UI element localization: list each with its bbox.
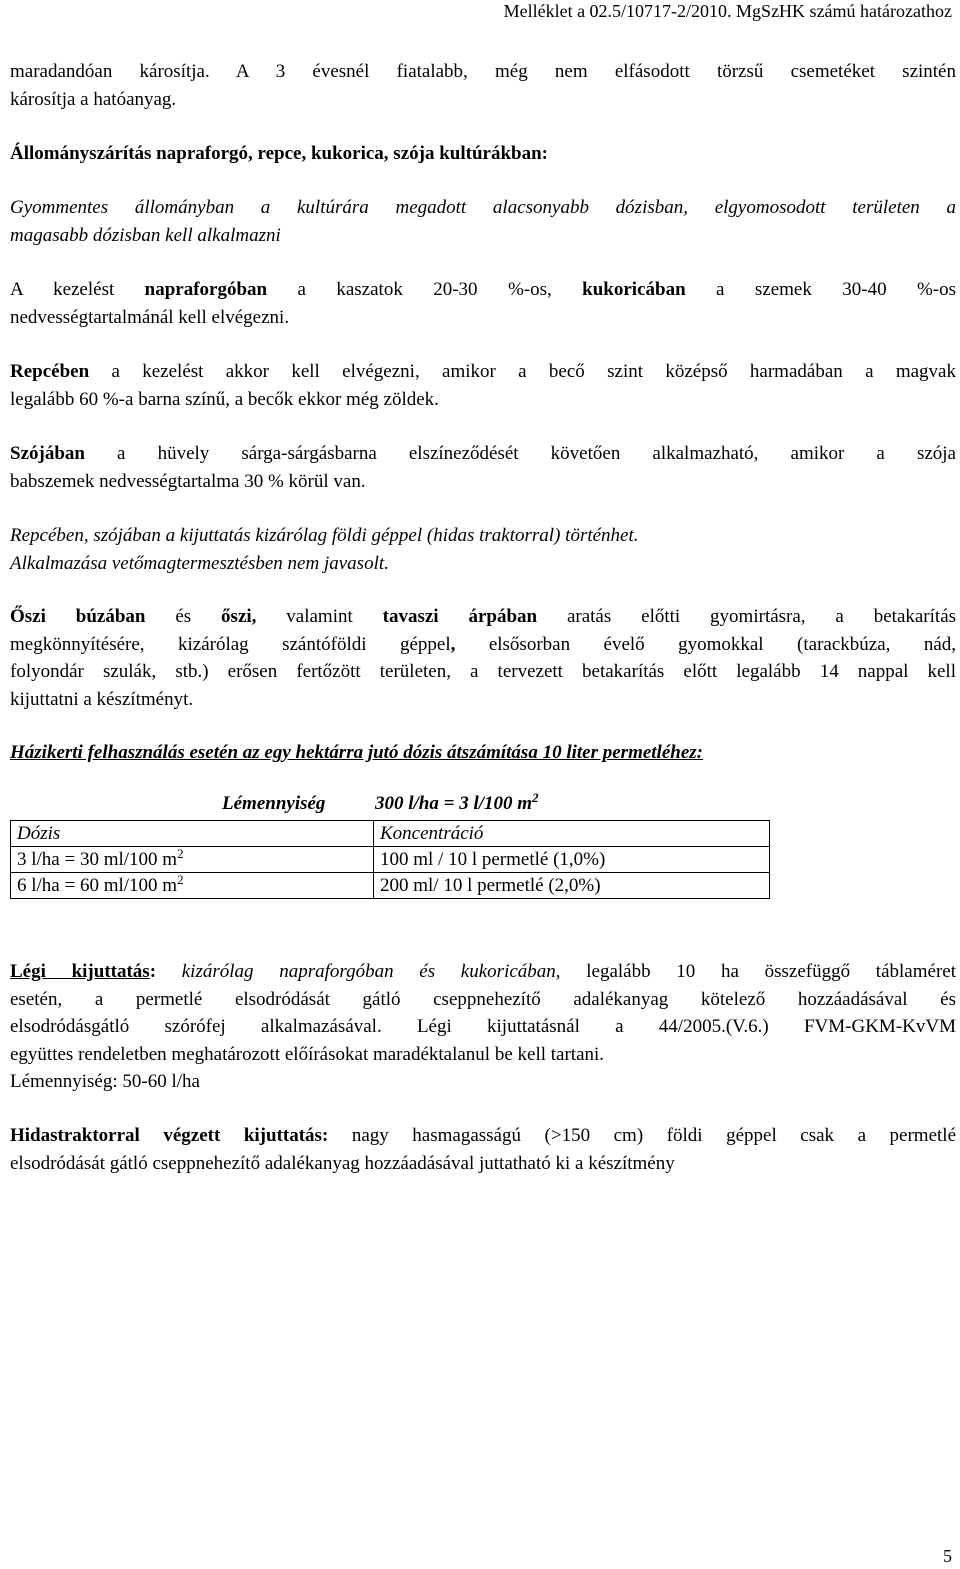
cereal-line-1: Őszi búzában és őszi, valamint tavaszi árpában aratás előtti gyomirtásra, a betakarítás xyxy=(10,606,957,627)
tractor-paragraph xyxy=(10,1122,956,1177)
dose-table xyxy=(10,820,770,899)
aerial-line-5: Lémennyiség: 50-60 l/ha xyxy=(10,1071,200,1092)
cereal-line-4: kijuttatni a készítményt. xyxy=(10,688,194,710)
dose-head-value: 300 l/ha = 3 l/100 $m^2$ xyxy=(375,790,539,814)
tractor-line-1: Hidastraktorral végzett kijuttatás: nagy hasmagasságú (>150 cm) földi géppel csak a permetlé xyxy=(10,1125,956,1146)
dose-head-label: Lémennyiség xyxy=(222,793,326,814)
cereal-line-2: megkönnyítésére, kizárólag szántóföldi géppel, elsősorban évelő gyomokkal (tarackbúza, nád, xyxy=(10,633,956,655)
weedfree-line-1: Gyommentes állományban a kultúrára megadott alacsonyabb dózisban, elgyomosodott területen a xyxy=(10,197,956,218)
section-title: Állományszárítás napraforgó, repce, kukorica, szója kultúrákban: xyxy=(10,143,548,164)
page-header: Melléklet a 02.5/10717-2/2010. MgSzHK számú határozathoz xyxy=(503,1,952,21)
aerial-line-4: együttes rendeletben meghatározott előírásokat maradéktalanul be kell tartani. xyxy=(10,1043,605,1065)
cereal-paragraph xyxy=(10,603,956,713)
table-row: 6 l/ha = 60 ml/100 $m^2$ 200 ml/ 10 l permetlé (2,0%) xyxy=(11,873,770,899)
treatment-line-2: nedvességtartalmánál kell elvégezni. xyxy=(10,306,290,328)
dose-table-head xyxy=(222,790,539,815)
home-use-title: Házikerti felhasználás esetén az egy hektárra jutó dózis átszámítása 10 liter permetléhez: xyxy=(10,742,703,763)
ground-note xyxy=(10,522,956,577)
soy-paragraph xyxy=(10,440,956,495)
intro-paragraph xyxy=(10,58,956,113)
aerial-line-3: elsodródásgátló szórófej alkalmazásával. Légi kijuttatásnál a 44/2005.(V.6.) FVM-GKM-KvVM xyxy=(10,1016,956,1037)
soy-line-2: babszemek nedvességtartalma 30 % körül van. xyxy=(10,470,366,492)
tractor-line-2: elsodródását gátló cseppnehezítő adalékanyag hozzáadásával juttatható ki a készítmény xyxy=(10,1152,675,1174)
weedfree-line-2: magasabb dózisban kell alkalmazni xyxy=(10,224,281,246)
aerial-paragraph xyxy=(10,958,956,1096)
ground-note-line-1: Repcében, szójában a kijuttatás kizárólag földi géppel (hidas traktorral) történhet. xyxy=(10,525,639,546)
rapeseed-line-2: legalább 60 %-a barna színű, a becők ekkor még zöldek. xyxy=(10,388,439,410)
treatment-paragraph xyxy=(10,276,956,331)
table-header-row xyxy=(11,821,770,847)
aerial-line-2: esetén, a permetlé elsodródását gátló cseppnehezítő adalékanyag kötelező hozzáadásával és xyxy=(10,988,956,1010)
cereal-line-3: folyondár szulák, stb.) erősen fertőzött területen, a tervezett betakarítás előtt legalább 14 nappal kell xyxy=(10,661,956,682)
dose-col-header: Dózis xyxy=(11,821,374,847)
intro-line-1: maradandóan károsítja. A 3 évesnél fiatalabb, még nem elfásodott törzsű csemetéket szintén xyxy=(10,61,956,82)
page-number: 5 xyxy=(943,1546,952,1566)
conc-col-header: Koncentráció xyxy=(374,821,770,847)
ground-note-line-2: Alkalmazása vetőmagtermesztésben nem javasolt. xyxy=(10,552,389,574)
weedfree-paragraph xyxy=(10,194,956,249)
soy-line-1: Szójában a hüvely sárga-sárgásbarna elszíneződését követően alkalmazható, amikor a szója xyxy=(10,443,956,464)
rapeseed-line-1: Repcében a kezelést akkor kell elvégezni, amikor a becő szint középső harmadában a magvak xyxy=(10,361,956,382)
intro-line-2: károsítja a hatóanyag. xyxy=(10,88,177,110)
rapeseed-paragraph xyxy=(10,358,956,413)
treatment-line-1: A kezelést napraforgóban a kaszatok 20-30 %-os, kukoricában a szemek 30-40 %-os xyxy=(10,279,957,300)
aerial-line-1: Légi kijuttatás: kizárólag napraforgóban és kukoricában, legalább 10 ha összefüggő táblaméret xyxy=(10,961,956,982)
table-row: 3 l/ha = 30 ml/100 $m^2$ 100 ml / 10 l permetlé (1,0%) xyxy=(11,847,770,873)
